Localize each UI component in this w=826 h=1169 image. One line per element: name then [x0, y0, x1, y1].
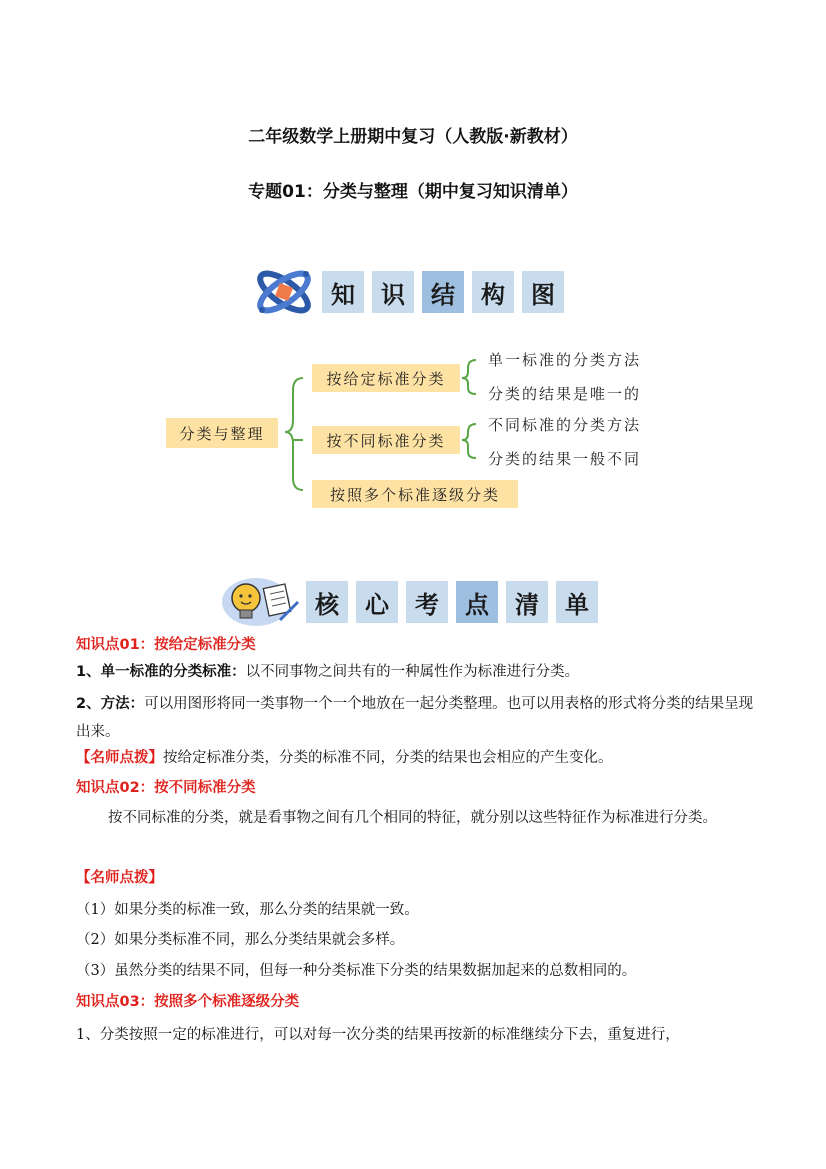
- section-heading: 知识点03：按照多个标准逐级分类: [76, 994, 300, 1010]
- mindmap-branch-node: 按不同标准分类: [312, 426, 460, 454]
- tip-label: 【名师点拨】: [76, 870, 163, 886]
- paragraph: [76, 746, 766, 770]
- page-title: 二年级数学上册期中复习（人教版·新教材）: [248, 127, 578, 147]
- banner-char: 点: [456, 581, 498, 623]
- tip-text: 按给定标准分类，分类的标准不同，分类的结果也会相应的产生变化。: [163, 750, 613, 766]
- mindmap-leaf: 单一标准的分类方法: [488, 351, 642, 369]
- list-item: （1）如果分类的标准一致，那么分类的结果就一致。: [76, 902, 419, 918]
- mindmap-branch-node: 按照多个标准逐级分类: [312, 480, 518, 508]
- banner-char: 清: [506, 581, 548, 623]
- mindmap-leaf: 不同标准的分类方法: [488, 416, 642, 434]
- tip-label: 【名师点拨】: [76, 750, 163, 766]
- banner-char: 考: [406, 581, 448, 623]
- section-heading: 知识点01：按给定标准分类: [76, 637, 256, 653]
- banner-char: 单: [556, 581, 598, 623]
- paragraph: [76, 690, 766, 746]
- item-label: 1、单一标准的分类标准：: [76, 664, 246, 680]
- paragraph: 按不同标准的分类，就是看事物之间有几个相同的特征，就分别以这些特征作为标准进行分类。: [108, 810, 717, 826]
- list-item: （2）如果分类标准不同，那么分类结果就会多样。: [76, 932, 405, 948]
- mindmap-root-node: 分类与整理: [166, 418, 278, 448]
- item-text: 以不同事物之间共有的一种属性作为标准进行分类。: [245, 664, 580, 680]
- lightbulb-icon: [218, 572, 302, 632]
- banner-char: 心: [356, 581, 398, 623]
- mindmap-branch-node: 按给定标准分类: [312, 364, 460, 392]
- item-label: 2、方法：: [76, 696, 145, 712]
- banner-char: 知: [322, 271, 364, 313]
- item-text: 可以用图形将同一类事物一个一个地放在一起分类整理。也可以用表格的形式将分类的结果呈现出来。: [76, 696, 754, 740]
- banner-char: 构: [472, 271, 514, 313]
- core-points-banner: [218, 572, 606, 632]
- page-subtitle: 专题01：分类与整理（期中复习知识清单）: [248, 182, 578, 202]
- mindmap-leaf: 分类的结果是唯一的: [488, 385, 642, 403]
- paragraph: 1、分类按照一定的标准进行，可以对每一次分类的结果再按新的标准继续分下去，重复进行，: [76, 1027, 680, 1043]
- banner-char: 结: [422, 271, 464, 313]
- list-item: （3）虽然分类的结果不同，但每一种分类标准下分类的结果数据加起来的总数相同的。: [76, 963, 637, 979]
- banner-char: 图: [522, 271, 564, 313]
- section-heading: 知识点02：按不同标准分类: [76, 780, 256, 796]
- mindmap-leaf: 分类的结果一般不同: [488, 450, 642, 468]
- banner-char: 识: [372, 271, 414, 313]
- banner-char: 核: [306, 581, 348, 623]
- paragraph: [76, 660, 766, 684]
